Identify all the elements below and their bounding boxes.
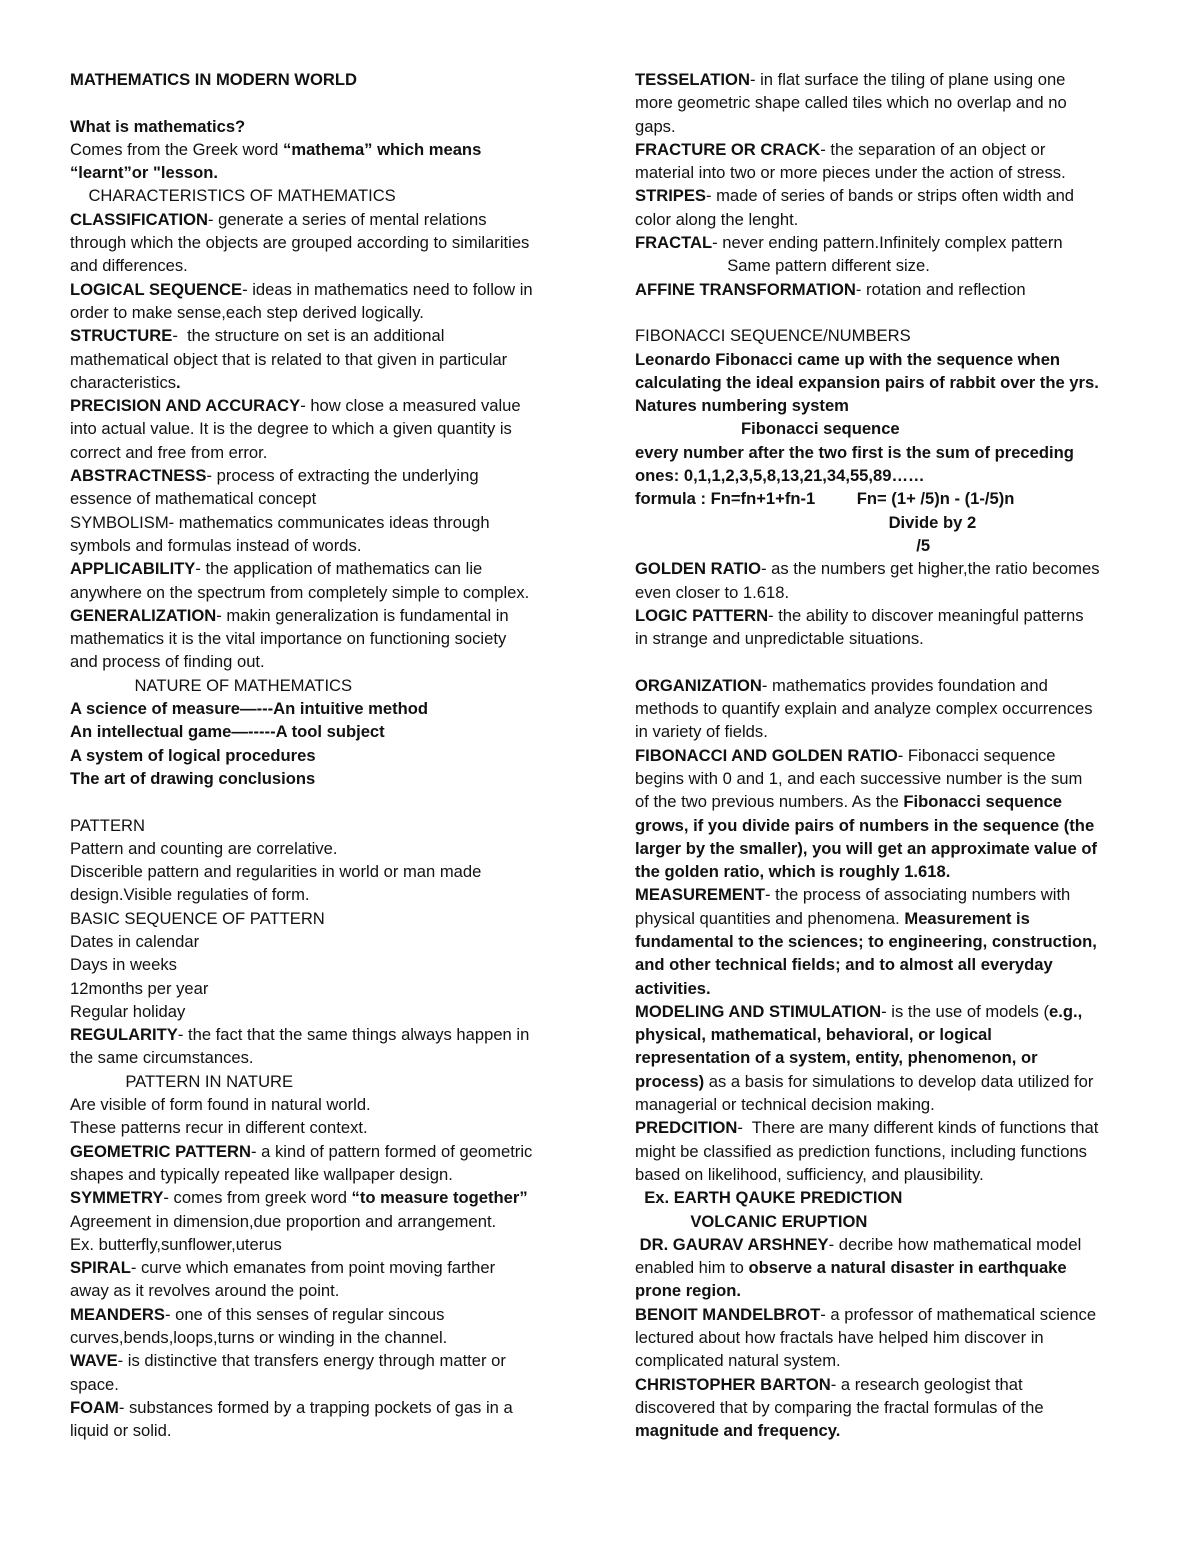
text-line — [635, 371, 1135, 394]
bold-text: and other technical fields; and to almost all everyday — [635, 955, 1053, 975]
text-line — [70, 208, 570, 231]
bold-text: Fibonacci sequence — [635, 419, 900, 439]
text-line — [70, 1163, 570, 1186]
text-line — [635, 464, 1135, 487]
text: characteristics — [70, 372, 177, 392]
bold-text: representation of a system, entity, phenomenon, or — [635, 1048, 1038, 1068]
bold-text: STRUCTURE — [70, 326, 173, 346]
text-line — [635, 1046, 1135, 1069]
text: material into two or more pieces under the action of stress. — [635, 163, 1066, 183]
bold-text: “learnt”or "lesson. — [70, 163, 219, 183]
text: Are visible of form found in natural world. — [70, 1095, 371, 1115]
bold-text: MEANDERS — [70, 1304, 165, 1324]
bold-text: BENOIT MANDELBROT — [635, 1304, 821, 1324]
bold-text: PREDCITION — [635, 1118, 738, 1138]
bold-text: The art of drawing conclusions — [70, 768, 316, 788]
text-line — [70, 278, 570, 301]
text-line — [70, 1279, 570, 1302]
bold-text: “to measure together” — [351, 1188, 528, 1208]
text-line — [70, 744, 570, 767]
text-line — [70, 115, 570, 138]
text: even closer to 1.618. — [635, 582, 790, 602]
right-column — [635, 68, 1135, 1443]
bold-text: STRIPES — [635, 186, 707, 206]
bold-text: SYMMETRY — [70, 1188, 164, 1208]
text: - ideas in mathematics need to follow in — [242, 279, 533, 299]
text-line — [635, 1140, 1135, 1163]
text-line — [635, 720, 1135, 743]
text: - in flat surface the tiling of plane using one — [749, 70, 1066, 89]
text-line — [635, 1023, 1135, 1046]
bold-text: MODELING AND STIMULATION — [635, 1001, 882, 1021]
text-line — [635, 604, 1135, 627]
text: design.Visible regulaties of form. — [70, 885, 310, 905]
text-line — [70, 790, 570, 813]
bold-text: PRECISION AND ACCURACY — [70, 396, 301, 416]
bold-text: GOLDEN RATIO — [635, 559, 761, 579]
bold-text: fundamental to the sciences; to engineering, construction, — [635, 931, 1097, 951]
text-line — [635, 1070, 1135, 1093]
text-line — [635, 138, 1135, 161]
text-line — [70, 394, 570, 417]
text: Comes from the Greek word — [70, 139, 284, 159]
text: Days in weeks — [70, 955, 177, 975]
text-line — [70, 1140, 570, 1163]
text: as a basis for simulations to develop data utilized for — [704, 1071, 1094, 1091]
text: Regular holiday — [70, 1001, 186, 1021]
text: - process of extracting the underlying — [206, 466, 479, 486]
bold-text: observe a natural disaster in earthquake — [748, 1258, 1067, 1278]
text-line — [70, 860, 570, 883]
text-line — [635, 1163, 1135, 1186]
text-line — [635, 837, 1135, 860]
text-line — [635, 1303, 1135, 1326]
text: Ex. butterfly,sunflower,uterus — [70, 1234, 282, 1254]
text-line — [635, 977, 1135, 1000]
text-line — [635, 1210, 1135, 1233]
text-line — [70, 837, 570, 860]
text: - a — [251, 1141, 275, 1161]
text: Discerible pattern and regularities in world or man made — [70, 862, 482, 882]
text-line — [70, 1210, 570, 1233]
text: - the process of associating numbers with — [765, 885, 1071, 905]
text-line — [635, 744, 1135, 767]
text-line — [70, 767, 570, 790]
text-line — [635, 487, 1135, 510]
text-line — [70, 301, 570, 324]
text-line — [70, 1419, 570, 1442]
text-line — [70, 1116, 570, 1139]
bold-text: ones: 0,1,1,2,3,5,8,13,21,34,55,89…… — [635, 466, 925, 486]
text: - comes from greek word — [163, 1188, 352, 1208]
text-line — [635, 1256, 1135, 1279]
bold-text: calculating the ideal expansion pairs of rabbit over the yrs. — [635, 372, 1099, 392]
bold-text: SPIRAL — [70, 1258, 131, 1278]
text: - as the numbers get higher,the ratio becomes — [760, 559, 1100, 579]
text-line — [635, 534, 1135, 557]
text: - the ability to discover meaningful patterns — [768, 605, 1084, 625]
bold-text: ORGANIZATION — [635, 675, 762, 695]
text-line — [635, 115, 1135, 138]
text-line — [635, 441, 1135, 464]
text-line — [635, 860, 1135, 883]
text: - the application of mathematics can lie — [195, 559, 483, 579]
text: - decribe how mathematical model — [828, 1234, 1082, 1254]
text: Same pattern different size. — [635, 256, 930, 276]
text: complicated natural system. — [635, 1351, 841, 1371]
text-line — [70, 907, 570, 930]
text-line — [70, 930, 570, 953]
text: - is distinctive that transfers energy through matter or — [117, 1351, 506, 1371]
text-line — [635, 161, 1135, 184]
text: - generate a series of mental relations — [207, 209, 487, 229]
bold-text: GEOMETRIC PATTERN — [70, 1141, 251, 1161]
text-line — [635, 1396, 1135, 1419]
text: of the two previous numbers. As the — [635, 792, 904, 812]
text-line — [635, 790, 1135, 813]
text-line — [635, 930, 1135, 953]
bold-text: Ex. EARTH QAUKE PREDICTION — [635, 1188, 903, 1208]
bold-text: “mathema” which means — [283, 139, 482, 159]
text-line — [635, 278, 1135, 301]
text: symbols and formulas instead of words. — [70, 535, 362, 555]
text-line — [70, 91, 570, 114]
text-line — [635, 324, 1135, 347]
text: NATURE OF MATHEMATICS — [70, 675, 353, 695]
left-column — [70, 68, 570, 1443]
text-line — [635, 1000, 1135, 1023]
bold-text: /5 — [635, 535, 931, 555]
text: - the structure on set is an additional — [172, 326, 445, 346]
text-line — [635, 1116, 1135, 1139]
text-line — [635, 883, 1135, 906]
text-line — [70, 814, 570, 837]
text-line — [70, 674, 570, 697]
text-line — [70, 1233, 570, 1256]
text-line — [635, 254, 1135, 277]
text-line — [70, 1186, 570, 1209]
bold-text: formula : Fn=fn+1+fn-1 Fn= (1+ /5)n - (1-/5)n — [635, 489, 1015, 509]
bold-text: FRACTAL — [635, 233, 713, 253]
text-line — [70, 441, 570, 464]
text: Dates in calendar — [70, 931, 200, 951]
text-line — [70, 464, 570, 487]
text: curves,bends,loops,turns or winding in the channel. — [70, 1328, 448, 1348]
bold-text: A system of logical procedures — [70, 745, 316, 765]
text: physical quantities and phenomena. — [635, 908, 905, 928]
text-line — [70, 953, 570, 976]
text: shapes and typically repeated like wallpaper design. — [70, 1164, 453, 1184]
bold-text: Fibonacci sequence — [903, 792, 1063, 812]
text-line — [70, 627, 570, 650]
text: PATTERN — [70, 815, 145, 835]
bold-text: Divide by 2 — [635, 512, 977, 532]
text-line — [635, 1093, 1135, 1116]
bold-text: FRACTURE OR CRACK — [635, 139, 821, 159]
text-line — [70, 650, 570, 673]
text: mathematical object that is related to that given in particular — [70, 349, 508, 369]
text-line — [635, 1373, 1135, 1396]
text: might be classified as prediction functions, including functions — [635, 1141, 1087, 1161]
text: - rotation and reflection — [855, 279, 1026, 299]
text-line — [70, 1256, 570, 1279]
text-line — [635, 208, 1135, 231]
bold-text: FIBONACCI AND GOLDEN RATIO — [635, 745, 898, 765]
text: - makin generalization is fundamental in — [216, 605, 509, 625]
text-line — [70, 254, 570, 277]
text: - made of series of bands or strips often width and — [706, 186, 1075, 206]
bold-text: CHRISTOPHER BARTON — [635, 1374, 831, 1394]
bold-text: CLASSIFICATION — [70, 209, 208, 229]
bold-text: magnitude and frequency. — [635, 1421, 841, 1441]
text-line — [70, 68, 570, 91]
text: These patterns recur in different context. — [70, 1118, 368, 1138]
bold-text: LOGICAL SEQUENCE — [70, 279, 243, 299]
text: order to make sense,each step derived logically. — [70, 302, 424, 322]
text-line — [635, 674, 1135, 697]
bold-text: physical, mathematical, behavioral, or logical — [635, 1025, 992, 1045]
text-line — [70, 1093, 570, 1116]
text: essence of mathematical concept — [70, 489, 317, 509]
text-line — [635, 1279, 1135, 1302]
bold-text: Leonardo Fibonacci came up with the sequence when — [635, 349, 1061, 369]
text-line — [635, 581, 1135, 604]
text: - the fact that the same things always happen in — [177, 1025, 530, 1045]
text-line — [70, 581, 570, 604]
bold-text: grows, if you divide pairs of numbers in the sequence (the — [635, 815, 1095, 835]
text-line — [70, 1349, 570, 1372]
bold-text: MEASUREMENT — [635, 885, 765, 905]
bold-text: prone region. — [635, 1281, 742, 1301]
text-line — [635, 301, 1135, 324]
text-line — [635, 907, 1135, 930]
text-line — [635, 91, 1135, 114]
text: Pattern and counting are correlative. — [70, 838, 338, 858]
text: - substances formed by a trapping pockets of gas in a — [118, 1397, 513, 1417]
text: the same circumstances. — [70, 1048, 254, 1068]
bold-text: MATHEMATICS IN MODERN WORLD — [70, 70, 357, 89]
bold-text: FOAM — [70, 1397, 119, 1417]
text: - how close a measured value — [300, 396, 521, 416]
text: - is the use of models ( — [881, 1001, 1049, 1021]
text-line — [70, 161, 570, 184]
bold-text: the golden ratio, which is roughly 1.618. — [635, 862, 951, 882]
text-line — [70, 324, 570, 347]
text-line — [70, 1070, 570, 1093]
text: based on likelihood, sufficiency, and plausibility. — [635, 1164, 984, 1184]
text: and differences. — [70, 256, 188, 276]
bold-text: What is mathematics? — [70, 116, 246, 136]
text: discovered that by comparing the fractal formulas of the — [635, 1397, 1044, 1417]
bold-text: Natures numbering system — [635, 396, 849, 416]
text: space. — [70, 1374, 119, 1394]
text-line — [635, 231, 1135, 254]
text: managerial or technical decision making. — [635, 1095, 935, 1115]
text: methods to quantify explain and analyze complex occurrences — [635, 699, 1093, 719]
text: - the separation of an object or — [820, 139, 1046, 159]
text: and process of finding out. — [70, 652, 265, 672]
text-line — [635, 627, 1135, 650]
text: begins with 0 and 1, and each successive number is the sum — [635, 768, 1083, 788]
text-line — [70, 534, 570, 557]
text-line — [70, 557, 570, 580]
text: into actual value. It is the degree to which a given quantity is — [70, 419, 512, 439]
text: more geometric shape called tiles which no overlap and no — [635, 93, 1067, 113]
text: color along the lenght. — [635, 209, 799, 229]
bold-text: ABSTRACTNESS — [70, 466, 207, 486]
text-line — [70, 1326, 570, 1349]
text-line — [635, 697, 1135, 720]
bold-text: DR. GAURAV ARSHNEY — [635, 1234, 829, 1254]
bold-text: every number after the two first is the sum of preceding — [635, 442, 1074, 462]
text: enabled him to — [635, 1258, 749, 1278]
text: - a research geologist that — [830, 1374, 1023, 1394]
text: kind of pattern formed of geometric — [274, 1141, 533, 1161]
bold-text: LOGIC PATTERN — [635, 605, 769, 625]
text-line — [635, 1349, 1135, 1372]
text-line — [70, 138, 570, 161]
text: - one of this senses of regular sincous — [164, 1304, 445, 1324]
text: correct and free from error. — [70, 442, 268, 462]
text: - a professor of mathematical science — [820, 1304, 1097, 1324]
text-line — [70, 604, 570, 627]
text-line — [70, 1303, 570, 1326]
text-line — [635, 348, 1135, 371]
text-line — [635, 1233, 1135, 1256]
text: - curve which emanates from point moving farther — [130, 1258, 496, 1278]
text-line — [635, 953, 1135, 976]
text-line — [635, 650, 1135, 673]
bold-text: A science of measure—---An intuitive method — [70, 699, 429, 719]
text: mathematics it is the vital importance on functioning society — [70, 629, 507, 649]
text: away as it revolves around the point. — [70, 1281, 340, 1301]
text: FIBONACCI SEQUENCE/NUMBERS — [635, 326, 911, 346]
bold-text: larger by the smaller), you will get an approximate value of — [635, 838, 1097, 858]
text-line — [635, 814, 1135, 837]
text-line — [635, 511, 1135, 534]
text-line — [635, 394, 1135, 417]
text-line — [70, 697, 570, 720]
text: - mathematics provides foundation and — [761, 675, 1048, 695]
text: BASIC SEQUENCE OF PATTERN — [70, 908, 325, 928]
text-line — [70, 1000, 570, 1023]
text-line — [635, 184, 1135, 207]
bold-text: e.g., — [1048, 1001, 1083, 1021]
text: SYMBOLISM- mathematics communicates ideas through — [70, 512, 490, 532]
bold-text: WAVE — [70, 1351, 118, 1371]
text-line — [635, 68, 1135, 91]
text-line — [70, 1396, 570, 1419]
text: Agreement in dimension,due proportion and arrangement. — [70, 1211, 497, 1231]
text: anywhere on the spectrum from completely simple to complex. — [70, 582, 530, 602]
bold-text: . — [176, 372, 181, 392]
bold-text: REGULARITY — [70, 1025, 178, 1045]
bold-text: VOLCANIC ERUPTION — [635, 1211, 868, 1231]
text-line — [70, 977, 570, 1000]
text-line — [70, 511, 570, 534]
text-line — [70, 720, 570, 743]
text-line — [635, 767, 1135, 790]
text-line — [635, 417, 1135, 440]
text: - Fibonacci sequence — [897, 745, 1056, 765]
text-line — [635, 1186, 1135, 1209]
text: gaps. — [635, 116, 676, 136]
text: PATTERN IN NATURE — [70, 1071, 294, 1091]
text: - never ending pattern.Infinitely complex pattern — [712, 233, 1063, 253]
bold-text: process) — [635, 1071, 705, 1091]
text-line — [70, 1373, 570, 1396]
text-line — [70, 184, 570, 207]
bold-text: activities. — [635, 978, 711, 998]
text-line — [70, 231, 570, 254]
text-line — [635, 1419, 1135, 1442]
text-line — [635, 557, 1135, 580]
text: lectured about how fractals have helped him discover in — [635, 1328, 1044, 1348]
text-line — [70, 417, 570, 440]
text: - There are many different kinds of functions that — [737, 1118, 1099, 1138]
text-line — [70, 348, 570, 371]
text-line — [70, 1046, 570, 1069]
text-line — [70, 487, 570, 510]
text: liquid or solid. — [70, 1421, 172, 1441]
text-line — [635, 1326, 1135, 1349]
text-line — [70, 371, 570, 394]
bold-text: GENERALIZATION — [70, 605, 217, 625]
bold-text: APPLICABILITY — [70, 559, 196, 579]
bold-text: An intellectual game—-----A tool subject — [70, 722, 385, 742]
text: in strange and unpredictable situations. — [635, 629, 924, 649]
text-line — [70, 883, 570, 906]
text: CHARACTERISTICS OF MATHEMATICS — [70, 186, 396, 206]
bold-text: AFFINE TRANSFORMATION — [635, 279, 856, 299]
bold-text: Measurement is — [904, 908, 1030, 928]
text: in variety of fields. — [635, 722, 768, 742]
bold-text: TESSELATION — [635, 70, 750, 89]
text: through which the objects are grouped according to similarities — [70, 233, 530, 253]
text: 12months per year — [70, 978, 209, 998]
text-line — [70, 1023, 570, 1046]
